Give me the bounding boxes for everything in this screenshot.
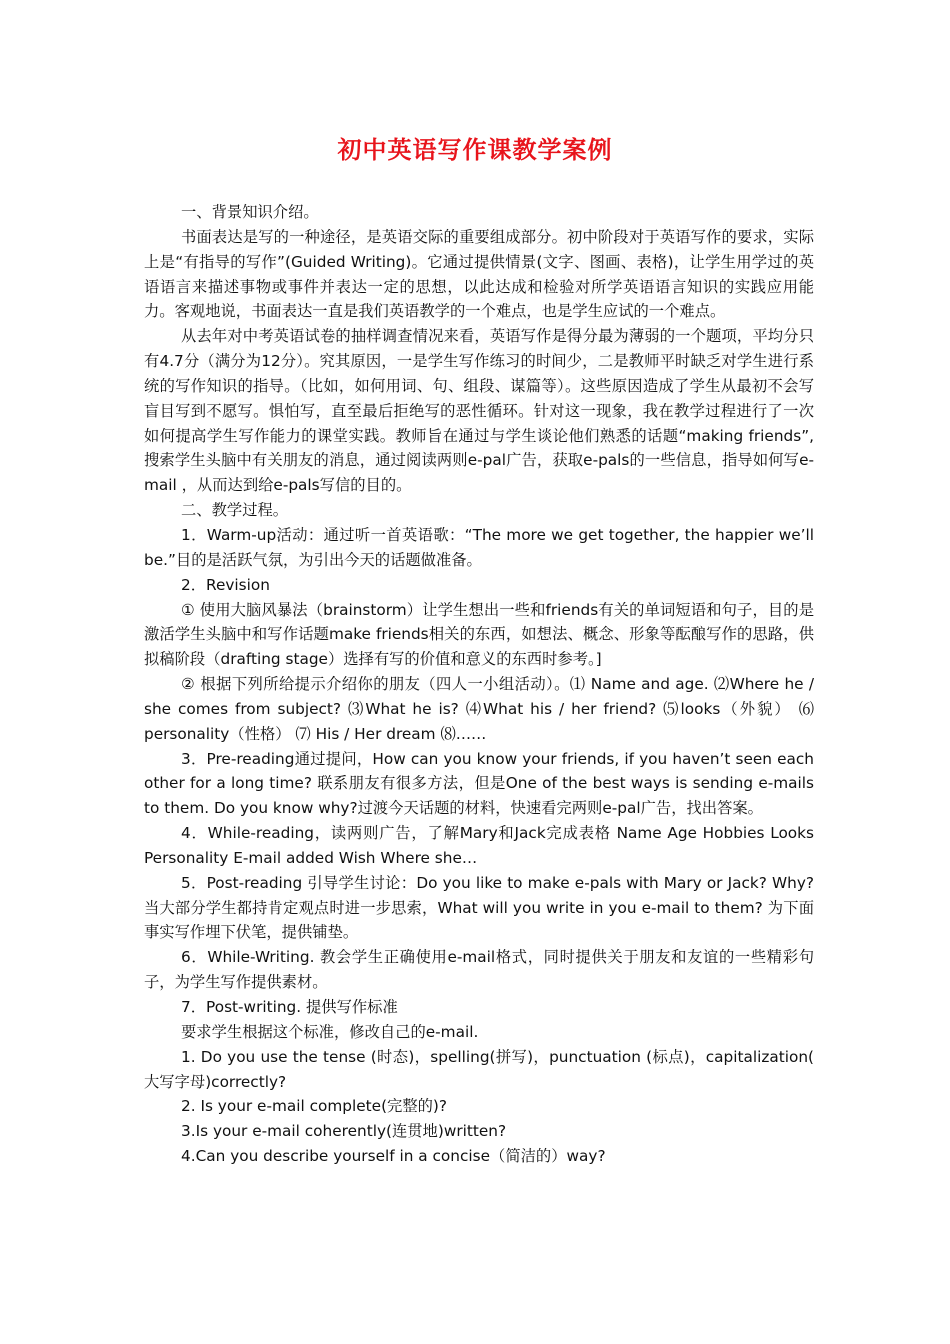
paragraph-survey: 从去年对中考英语试卷的抽样调查情况来看，英语写作是得分最为薄弱的一个题项，平均分只有4.7分（满分为12分）。究其原因，一是学生写作练习的时间少，二是教师平时缺乏对学生进行系统的写作知识的指导。（比如，如何用词、句、组段、谋篇等）。这些原因造成了学生从最初不会写盲目写到不愿写。惧怕写，直至最后拒绝写的恶性循环。针对这一现象，我在教学过程进行了一次如何提高学生写作能力的课堂实践。教师旨在通过与学生谈论他们熟悉的话题“making friends”, 搜索学生头脑中有关朋友的消息，通过阅读两则e-pal广告，获取e-pals的一些信息，指导如何写e-mail ，从而达到给e-pals写信的目的。 (144, 327, 814, 495)
section-heading-background: 一、背景知识介绍。 (181, 203, 319, 221)
step-pre-reading: 3．Pre-reading通过提问，How can you know your friends, if you haven’t seen each other for a long time? 联系朋友有很多方法，但是One of the best ways is sending e-mails to them. Do you know why?过渡今天话题的材料，快速看完两则e-pal广告，找出答案。 (144, 749, 814, 818)
document-title: 初中英语写作课教学案例 (337, 135, 613, 164)
step-while-writing: 6．While-Writing. 教会学生正确使用e-mail格式，同时提供关于朋友和友谊的一些精彩句子，为学生写作提供素材。 (144, 948, 814, 992)
criteria-item-2: 2. Is your e-mail complete(完整的)? (181, 1097, 448, 1116)
step-post-reading: 5．Post-reading 引导学生讨论：Do you like to make e-pals with Mary or Jack? Why? 当大部分学生都持肯定观点时进一步思索，What will you write in you e-mail to them? 为下面事实写作埋下伏笔，提供铺垫。 (144, 873, 814, 942)
step-post-writing: 7．Post-writing. 提供写作标准 (181, 998, 398, 1016)
post-writing-instruction: 要求学生根据这个标准，修改自己的e-mail. (181, 1022, 479, 1041)
criteria-item-4: 4.Can you describe yourself in a concise（简洁的）way? (181, 1147, 606, 1166)
revision-item-introduce-friend: ② 根据下列所给提示介绍你的朋友（四人一小组活动）。⑴ Name and age. ⑵Where he / she comes from subject? ⑶What he is? ⑷What his / her friend? ⑸looks（外貌） ⑹ personality（性格） ⑺ His / Her dream ⑻…… (144, 675, 814, 743)
paragraph-written-expression: 书面表达是写的一种途径，是英语交际的重要组成部分。初中阶段对于英语写作的要求，实际上是“有指导的写作”(Guided Writing)。它通过提供情景(文字、图画、表格)，让学生用学过的英语语言来描述事物或事件并表达一定的思想，以此达成和检验对所学英语语言知识的实践应用能力。客观地说，书面表达一直是我们英语教学的一个难点，也是学生应试的一个难点。 (144, 227, 814, 321)
criteria-item-1: 1. Do you use the tense (时态)，spelling(拼写)，punctuation (标点)，capitalization( 大写字母)correctly? (144, 1047, 814, 1091)
document-body (144, 200, 814, 1169)
step-warm-up: 1．Warm-up活动：通过听一首英语歌：“The more we get together, the happier we’ll be.”目的是活跃气氛，为引出今天的话题做准备。 (144, 525, 814, 569)
section-heading-process: 二、教学过程。 (181, 501, 289, 520)
criteria-item-3: 3.Is your e-mail coherently(连贯地)written? (181, 1122, 507, 1141)
step-while-reading: 4．While-reading，读两则广告，了解Mary和Jack完成表格 Name Age Hobbies Looks Personality E-mail added Wish Where she… (144, 824, 814, 867)
revision-item-brainstorm: ① 使用大脑风暴法（brainstorm）让学生想出一些和friends有关的单词短语和句子，目的是激活学生头脑中和写作话题make friends相关的东西，如想法、概念、形象等酝酿写作的思路，供拟稿阶段（drafting stage）选择有写的价值和意义的东西时参考。] (144, 600, 814, 669)
step-revision: 2．Revision (181, 575, 270, 594)
